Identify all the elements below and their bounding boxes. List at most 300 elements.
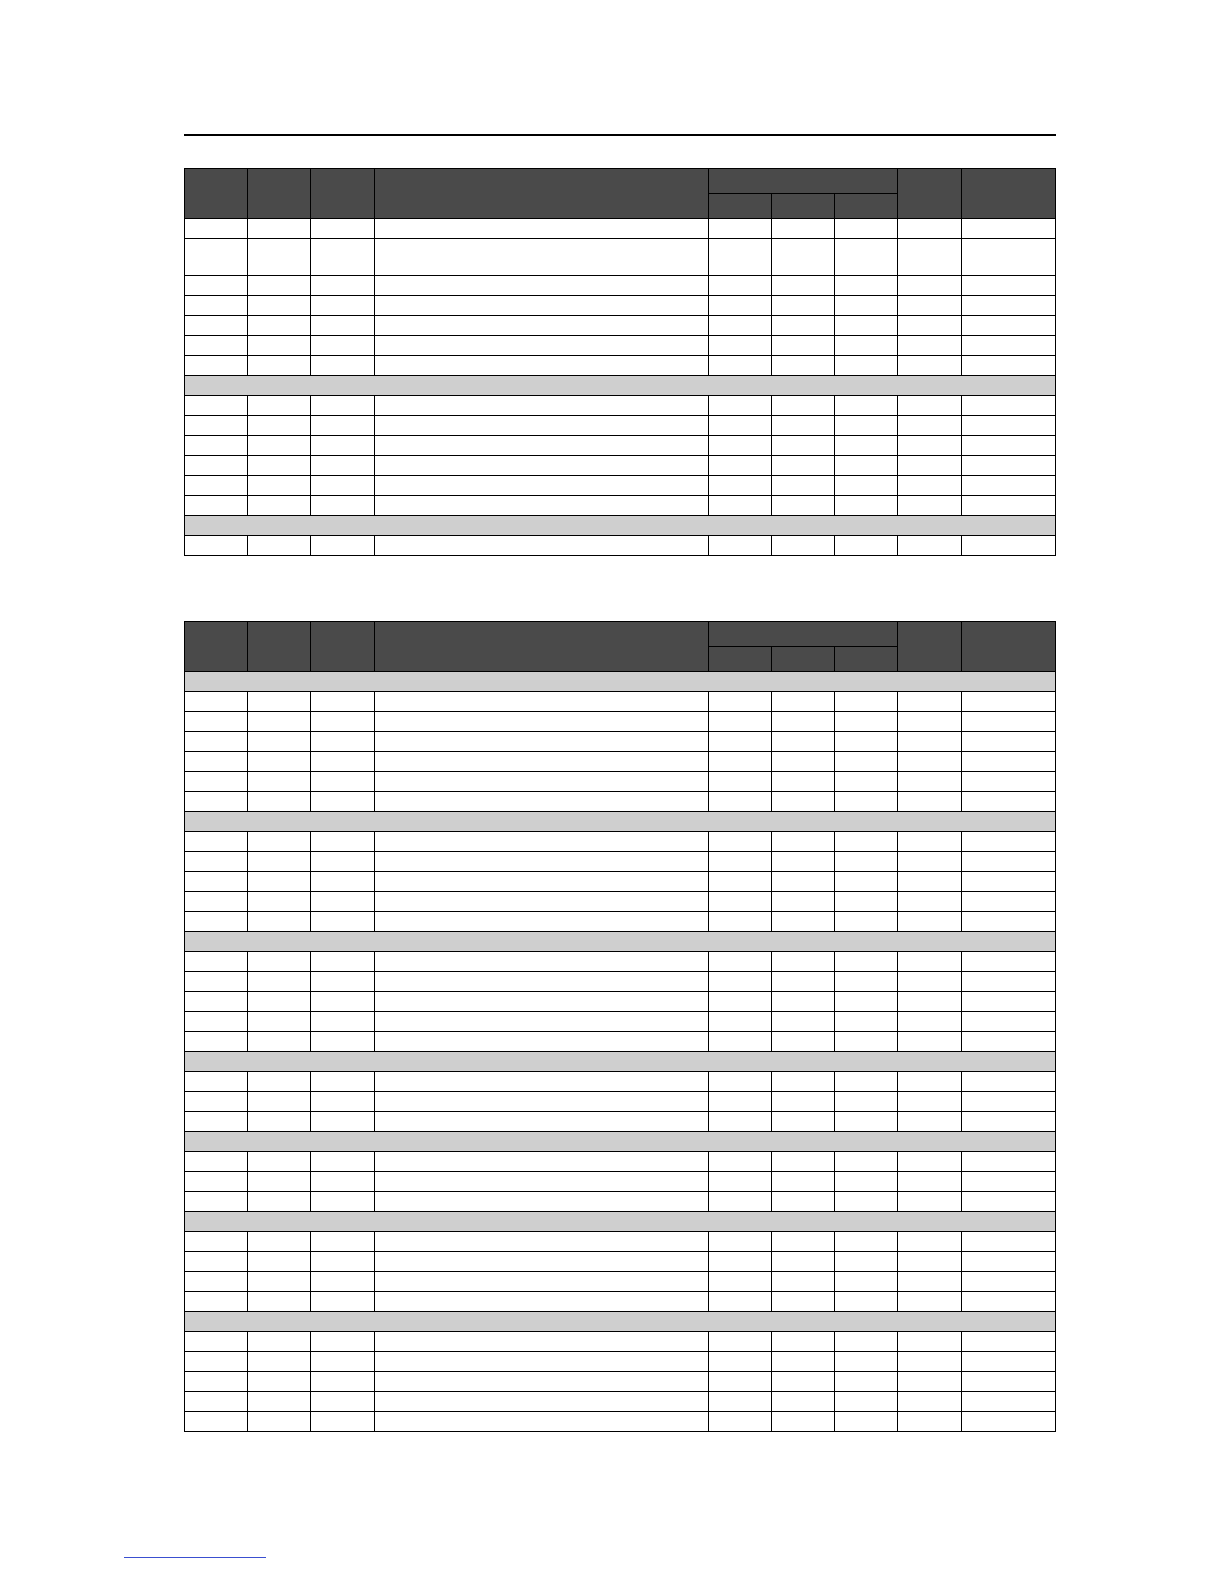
table-cell — [248, 1232, 311, 1252]
table-cell — [835, 792, 898, 812]
table-cell — [708, 1252, 771, 1272]
table-cell — [898, 892, 961, 912]
table-cell — [248, 952, 311, 972]
section-row — [185, 1052, 1056, 1072]
table-row — [185, 1072, 1056, 1092]
section-cell — [185, 932, 1056, 952]
table-cell — [961, 772, 1055, 792]
table-cell — [185, 536, 248, 556]
table-cell — [835, 1072, 898, 1092]
table-cell — [374, 712, 708, 732]
table-cell — [898, 416, 961, 436]
table-cell — [311, 712, 374, 732]
table-cell — [374, 316, 708, 336]
table-cell — [374, 752, 708, 772]
table-row — [185, 1092, 1056, 1112]
table-row — [185, 832, 1056, 852]
table-cell — [898, 692, 961, 712]
table-cell — [248, 992, 311, 1012]
table-cell — [311, 476, 374, 496]
section-row — [185, 932, 1056, 952]
table-cell — [708, 1412, 771, 1432]
table-cell — [311, 892, 374, 912]
table-cell — [835, 972, 898, 992]
table-cell — [771, 792, 834, 812]
table-cell — [708, 239, 771, 276]
table-cell — [961, 456, 1055, 476]
header-cell — [961, 169, 1055, 219]
table-cell — [898, 219, 961, 239]
table-cell — [248, 832, 311, 852]
table-cell — [898, 1232, 961, 1252]
table-cell — [311, 1112, 374, 1132]
table-cell — [961, 1372, 1055, 1392]
table-cell — [771, 1252, 834, 1272]
table-cell — [185, 1032, 248, 1052]
table-cell — [961, 712, 1055, 732]
table-cell — [311, 1252, 374, 1272]
table-cell — [708, 1332, 771, 1352]
table-cell — [835, 456, 898, 476]
table-cell — [374, 912, 708, 932]
table-cell — [835, 1292, 898, 1312]
table-cell — [898, 1392, 961, 1412]
table-cell — [185, 416, 248, 436]
table-cell — [185, 1252, 248, 1272]
table-cell — [248, 752, 311, 772]
table-cell — [185, 219, 248, 239]
table-cell — [835, 952, 898, 972]
table-cell — [248, 239, 311, 276]
section-row — [185, 376, 1056, 396]
table-row — [185, 1152, 1056, 1172]
table-cell — [248, 1092, 311, 1112]
table-cell — [708, 1172, 771, 1192]
table-row — [185, 239, 1056, 276]
table-cell — [898, 1012, 961, 1032]
table-cell — [374, 832, 708, 852]
table-cell — [248, 852, 311, 872]
table-cell — [898, 356, 961, 376]
table-cell — [248, 456, 311, 476]
table-cell — [248, 872, 311, 892]
table-cell — [374, 1232, 708, 1252]
table-cell — [311, 952, 374, 972]
table-cell — [248, 912, 311, 932]
table-cell — [185, 496, 248, 516]
header-subcell — [835, 647, 898, 672]
table-cell — [961, 852, 1055, 872]
table-cell — [835, 1152, 898, 1172]
table-cell — [185, 792, 248, 812]
table-cell — [311, 1092, 374, 1112]
table-cell — [311, 336, 374, 356]
table-body — [185, 219, 1056, 556]
table-cell — [835, 752, 898, 772]
table-cell — [835, 1412, 898, 1432]
section-cell — [185, 516, 1056, 536]
table-cell — [185, 1152, 248, 1172]
table-cell — [898, 239, 961, 276]
table-cell — [185, 1352, 248, 1372]
table-cell — [835, 872, 898, 892]
table-cell — [374, 692, 708, 712]
table-cell — [835, 1372, 898, 1392]
table-row — [185, 436, 1056, 456]
table-row — [185, 1332, 1056, 1352]
table-cell — [185, 1372, 248, 1392]
table-cell — [311, 316, 374, 336]
table-cell — [248, 276, 311, 296]
table-cell — [311, 1032, 374, 1052]
table-cell — [311, 1232, 374, 1252]
table-cell — [771, 276, 834, 296]
table-cell — [708, 1372, 771, 1392]
header-cell — [248, 169, 311, 219]
table-cell — [374, 1372, 708, 1392]
table-cell — [898, 456, 961, 476]
table-cell — [374, 792, 708, 812]
table-cell — [898, 276, 961, 296]
table-row — [185, 1372, 1056, 1392]
table-cell — [185, 1112, 248, 1132]
table-cell — [898, 1192, 961, 1212]
table-cell — [248, 219, 311, 239]
table-cell — [771, 1152, 834, 1172]
table-cell — [961, 1272, 1055, 1292]
table-cell — [374, 1072, 708, 1092]
table-cell — [771, 1112, 834, 1132]
table-cell — [708, 1392, 771, 1412]
table-cell — [248, 416, 311, 436]
table-row — [185, 992, 1056, 1012]
data-table-2 — [184, 621, 1056, 1432]
table-header — [185, 169, 1056, 219]
table-cell — [374, 972, 708, 992]
table-cell — [835, 476, 898, 496]
table-row — [185, 892, 1056, 912]
table-cell — [185, 972, 248, 992]
table-cell — [185, 1172, 248, 1192]
table-cell — [374, 476, 708, 496]
table-cell — [374, 1092, 708, 1112]
table-cell — [771, 1272, 834, 1292]
table-row — [185, 1012, 1056, 1032]
table-cell — [374, 396, 708, 416]
table-cell — [708, 972, 771, 992]
table-cell — [185, 1272, 248, 1292]
table-cell — [248, 1012, 311, 1032]
table-cell — [771, 316, 834, 336]
table-cell — [185, 1072, 248, 1092]
header-subcell — [708, 647, 771, 672]
table-cell — [898, 972, 961, 992]
table-cell — [835, 219, 898, 239]
table-cell — [708, 416, 771, 436]
table-cell — [185, 336, 248, 356]
table-cell — [771, 456, 834, 476]
table-cell — [961, 1072, 1055, 1092]
table-cell — [311, 1072, 374, 1092]
table-cell — [311, 1372, 374, 1392]
table-cell — [248, 692, 311, 712]
table-cell — [961, 296, 1055, 316]
table-cell — [248, 356, 311, 376]
table-cell — [961, 1172, 1055, 1192]
table-cell — [961, 1192, 1055, 1212]
table-cell — [185, 1092, 248, 1112]
table-cell — [311, 692, 374, 712]
table-cell — [708, 752, 771, 772]
table-cell — [835, 1112, 898, 1132]
table-cell — [311, 732, 374, 752]
table-cell — [835, 832, 898, 852]
table-cell — [771, 496, 834, 516]
table-cell — [961, 1292, 1055, 1312]
table-cell — [708, 732, 771, 752]
table-cell — [374, 336, 708, 356]
table-cell — [374, 416, 708, 436]
table-cell — [898, 992, 961, 1012]
table-cell — [961, 1352, 1055, 1372]
table-row — [185, 972, 1056, 992]
table-cell — [374, 1112, 708, 1132]
table-cell — [311, 296, 374, 316]
table-cell — [248, 536, 311, 556]
table-cell — [374, 952, 708, 972]
table-cell — [374, 1292, 708, 1312]
table-row — [185, 336, 1056, 356]
section-cell — [185, 812, 1056, 832]
table-cell — [961, 416, 1055, 436]
table-row — [185, 1112, 1056, 1132]
table-cell — [898, 912, 961, 932]
section-row — [185, 1212, 1056, 1232]
table-cell — [771, 336, 834, 356]
table-cell — [708, 1352, 771, 1372]
table-cell — [771, 992, 834, 1012]
table-cell — [961, 336, 1055, 356]
table-cell — [708, 872, 771, 892]
table-cell — [311, 832, 374, 852]
table-cell — [374, 1352, 708, 1372]
table-row — [185, 1292, 1056, 1312]
table-row — [185, 416, 1056, 436]
table-cell — [898, 732, 961, 752]
table-cell — [898, 1252, 961, 1272]
table-cell — [311, 356, 374, 376]
footer-link-underline[interactable] — [124, 1557, 266, 1558]
table-cell — [835, 356, 898, 376]
table-cell — [248, 1412, 311, 1432]
table-cell — [835, 1252, 898, 1272]
table-cell — [185, 396, 248, 416]
table-cell — [771, 436, 834, 456]
table-cell — [898, 952, 961, 972]
table-cell — [311, 992, 374, 1012]
table-cell — [248, 1392, 311, 1412]
table-row — [185, 536, 1056, 556]
section-cell — [185, 1312, 1056, 1332]
table-cell — [898, 496, 961, 516]
table-row — [185, 712, 1056, 732]
table-cell — [835, 1352, 898, 1372]
table-row — [185, 772, 1056, 792]
table-cell — [248, 296, 311, 316]
table-cell — [961, 356, 1055, 376]
table-cell — [374, 456, 708, 476]
header-subcell — [771, 194, 834, 219]
table-cell — [708, 892, 771, 912]
table-cell — [961, 536, 1055, 556]
table-cell — [248, 1252, 311, 1272]
table-cell — [248, 1172, 311, 1192]
table-cell — [961, 1332, 1055, 1352]
table-cell — [961, 1032, 1055, 1052]
table-cell — [961, 1232, 1055, 1252]
table-cell — [311, 792, 374, 812]
table-row — [185, 1352, 1056, 1372]
table-cell — [311, 1412, 374, 1432]
table-cell — [311, 752, 374, 772]
table-cell — [771, 912, 834, 932]
table-cell — [708, 316, 771, 336]
table-cell — [185, 1392, 248, 1412]
table-cell — [185, 952, 248, 972]
table-cell — [898, 872, 961, 892]
table-cell — [898, 1352, 961, 1372]
section-cell — [185, 1132, 1056, 1152]
table-cell — [835, 1032, 898, 1052]
table-cell — [835, 992, 898, 1012]
table-cell — [771, 219, 834, 239]
table-cell — [771, 1032, 834, 1052]
table-cell — [248, 1332, 311, 1352]
table-cell — [374, 872, 708, 892]
table-cell — [185, 316, 248, 336]
table-cell — [311, 219, 374, 239]
table-cell — [835, 416, 898, 436]
table-cell — [771, 356, 834, 376]
table-cell — [708, 1192, 771, 1212]
table-cell — [708, 712, 771, 732]
table-cell — [311, 1352, 374, 1372]
section-cell — [185, 376, 1056, 396]
table-cell — [835, 536, 898, 556]
table-row — [185, 219, 1056, 239]
table-cell — [185, 1232, 248, 1252]
table-cell — [311, 772, 374, 792]
table-cell — [708, 536, 771, 556]
table-cell — [835, 912, 898, 932]
table-cell — [374, 219, 708, 239]
table-cell — [771, 772, 834, 792]
table-cell — [311, 1172, 374, 1192]
table-cell — [185, 912, 248, 932]
table-cell — [708, 476, 771, 496]
table-cell — [248, 712, 311, 732]
table-row — [185, 1192, 1056, 1212]
table-cell — [835, 436, 898, 456]
data-table-1 — [184, 168, 1056, 556]
table-cell — [708, 1232, 771, 1252]
table-cell — [771, 852, 834, 872]
table-cell — [961, 992, 1055, 1012]
table-cell — [708, 356, 771, 376]
table-cell — [771, 1412, 834, 1432]
table-cell — [961, 436, 1055, 456]
table-cell — [248, 1352, 311, 1372]
table-cell — [248, 732, 311, 752]
table-cell — [708, 852, 771, 872]
table-cell — [248, 316, 311, 336]
table-cell — [898, 1112, 961, 1132]
table-cell — [311, 1272, 374, 1292]
table-cell — [835, 712, 898, 732]
table-cell — [771, 732, 834, 752]
header-subcell — [771, 647, 834, 672]
table-cell — [248, 1272, 311, 1292]
table-cell — [771, 972, 834, 992]
table-cell — [248, 972, 311, 992]
table-cell — [835, 1392, 898, 1412]
table-cell — [898, 1092, 961, 1112]
table-cell — [708, 336, 771, 356]
table-cell — [835, 732, 898, 752]
table-cell — [708, 1072, 771, 1092]
table-cell — [374, 1252, 708, 1272]
table-cell — [961, 1092, 1055, 1112]
table-cell — [771, 1292, 834, 1312]
table-cell — [185, 992, 248, 1012]
table-cell — [771, 1232, 834, 1252]
table-cell — [708, 436, 771, 456]
table-row — [185, 296, 1056, 316]
table-cell — [898, 852, 961, 872]
table-cell — [708, 456, 771, 476]
table-cell — [961, 1392, 1055, 1412]
table-body — [185, 672, 1056, 1432]
table-cell — [835, 772, 898, 792]
table-cell — [185, 852, 248, 872]
section-row — [185, 812, 1056, 832]
table-row — [185, 276, 1056, 296]
table-cell — [708, 296, 771, 316]
header-cell — [374, 622, 708, 672]
header-rule — [184, 134, 1056, 136]
table-cell — [771, 1072, 834, 1092]
table-cell — [835, 692, 898, 712]
table-cell — [961, 1252, 1055, 1272]
table-cell — [835, 496, 898, 516]
table-cell — [248, 436, 311, 456]
table-cell — [248, 1152, 311, 1172]
table-cell — [961, 792, 1055, 812]
table-cell — [248, 1192, 311, 1212]
table-cell — [771, 892, 834, 912]
table-cell — [898, 712, 961, 732]
table-cell — [374, 1012, 708, 1032]
table-cell — [374, 1192, 708, 1212]
table-cell — [185, 692, 248, 712]
header-cell — [185, 622, 248, 672]
section-cell — [185, 672, 1056, 692]
table-row — [185, 1412, 1056, 1432]
section-row — [185, 516, 1056, 536]
table-cell — [374, 496, 708, 516]
table-cell — [185, 276, 248, 296]
table-cell — [185, 476, 248, 496]
